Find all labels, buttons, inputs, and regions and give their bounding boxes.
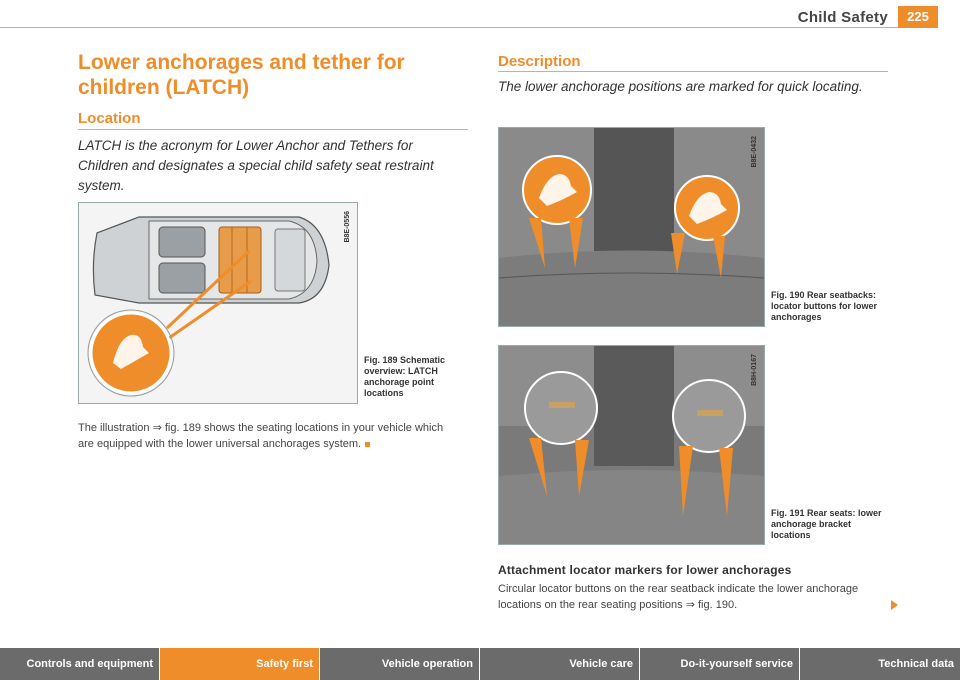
header-rule	[0, 27, 924, 28]
section-title: Child Safety	[797, 9, 888, 26]
seat-bracket-photo	[499, 346, 764, 544]
figure-190-code: B8E-0432	[751, 136, 758, 168]
location-heading: Location	[78, 110, 141, 127]
figure-189	[78, 202, 358, 404]
nav-safety-first[interactable]: Safety first	[160, 648, 320, 680]
figure-191-code: B8H-0167	[751, 354, 758, 386]
figure-189-code: B8E-0556	[344, 211, 351, 243]
nav-vehicle-care[interactable]: Vehicle care	[480, 648, 640, 680]
nav-controls-equipment[interactable]: Controls and equipment	[0, 648, 160, 680]
location-rule	[78, 129, 468, 130]
figure-189-caption: Fig. 189 Schematic overview: LATCH anchorage point locations	[364, 355, 446, 398]
page-title: Lower anchorages and tether for children (LATCH)	[78, 51, 405, 99]
attachment-body: Circular locator buttons on the rear seatback indicate the lower anchorage locations on the rear seating positions ⇒ fig. 190.	[498, 583, 859, 611]
figure-190-caption: Fig. 190 Rear seatbacks: locator buttons for lower anchorages	[771, 290, 878, 322]
seatback-photo	[499, 128, 764, 326]
description-intro: The lower anchorage positions are marked for quick locating.	[498, 79, 863, 94]
figure-190	[498, 127, 765, 327]
end-marker-icon	[365, 442, 370, 447]
nav-vehicle-operation[interactable]: Vehicle operation	[320, 648, 480, 680]
car-schematic	[79, 203, 357, 403]
description-rule	[498, 71, 888, 72]
description-heading: Description	[498, 53, 581, 70]
continue-arrow-icon	[891, 600, 898, 610]
bottom-nav	[0, 648, 960, 680]
figure-191-caption: Fig. 191 Rear seats: lower anchorage bracket locations	[771, 508, 882, 540]
figure-191	[498, 345, 765, 545]
nav-technical-data[interactable]: Technical data	[800, 648, 960, 680]
nav-diy-service[interactable]: Do-it-yourself service	[640, 648, 800, 680]
location-body	[78, 420, 458, 452]
location-body-text: The illustration ⇒ fig. 189 shows the seating locations in your vehicle which are equipped with the lower universal anchorages system.	[78, 422, 444, 450]
location-intro: LATCH is the acronym for Lower Anchor and Tethers for Children and designates a special child safety seat restraint system.	[78, 138, 434, 193]
page-number: 225	[898, 6, 938, 28]
attachment-heading: Attachment locator markers for lower anchorages	[498, 563, 792, 577]
